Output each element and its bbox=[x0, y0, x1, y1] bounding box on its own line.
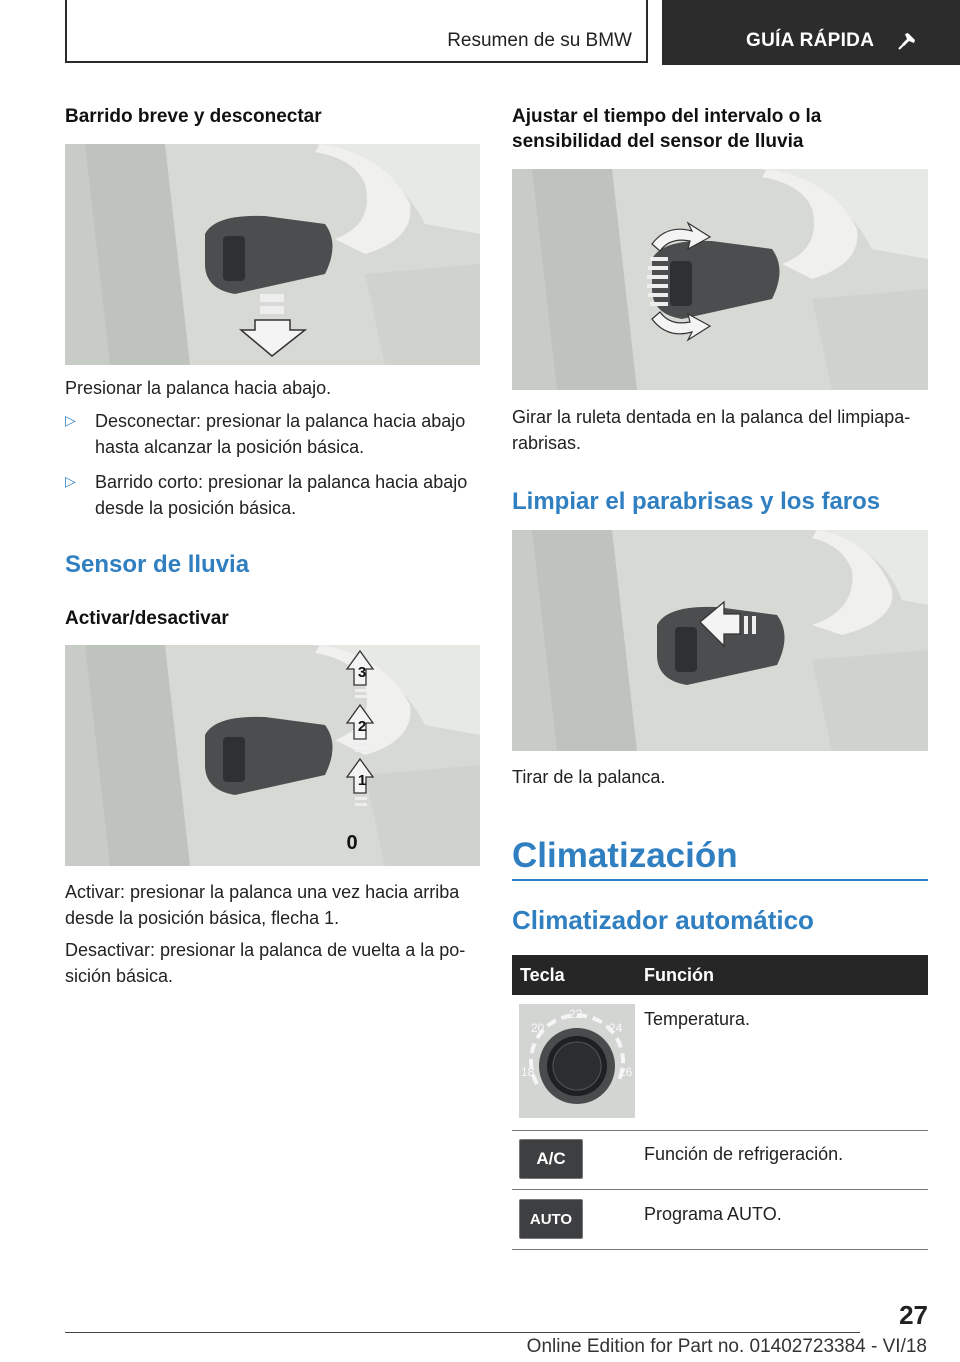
table-divider bbox=[512, 1249, 928, 1250]
figure-wiper-lever-down bbox=[65, 144, 480, 365]
text-line: Girar la ruleta dentada en la palanca del limpiapa‐ bbox=[512, 407, 911, 427]
table-cell-function: Función de refrigeración. bbox=[644, 1144, 844, 1164]
heading-clean-windshield: Limpiar el parabrisas y los faros bbox=[512, 488, 881, 515]
figure-label: 1 bbox=[357, 772, 367, 789]
bullet-list-wipe bbox=[65, 408, 485, 521]
bullet-line: hasta alcanzar la posición básica. bbox=[95, 437, 365, 457]
text-rotate-thumbwheel bbox=[512, 404, 932, 456]
bullet-line: Barrido corto: presionar la palanca hacia abajo bbox=[95, 472, 468, 492]
list-item bbox=[65, 469, 485, 521]
table-divider bbox=[512, 1189, 928, 1190]
text-line: sición básica. bbox=[65, 966, 174, 986]
triangle-bullet-icon: ▷ bbox=[65, 473, 76, 489]
heading-short-wipe: Barrido breve y desconectar bbox=[65, 106, 322, 127]
figure-label: 2 bbox=[357, 718, 367, 735]
heading-activate-deactivate: Activar/desactivar bbox=[65, 608, 229, 629]
header-guide-label: GUÍA RÁPIDA bbox=[746, 30, 875, 51]
footer-edition: Online Edition for Part no. 01402723384 - VI/18 bbox=[526, 1336, 927, 1357]
text-deactivate bbox=[65, 937, 485, 989]
bullet-line: desde la posición básica. bbox=[95, 498, 297, 518]
heading-auto-climate: Climatizador automático bbox=[512, 905, 814, 935]
pin-icon bbox=[896, 28, 920, 52]
figure-label: 0 bbox=[346, 832, 358, 854]
bullet-line: Desconectar: presionar la palanca hacia abajo bbox=[95, 411, 466, 431]
table-divider bbox=[512, 1130, 928, 1131]
column-header-key: Tecla bbox=[520, 965, 565, 985]
text-activate bbox=[65, 879, 485, 931]
column-header-function: Función bbox=[644, 965, 714, 985]
heading-climate: Climatización bbox=[512, 836, 738, 875]
page-number: 27 bbox=[899, 1300, 928, 1330]
heading-line: Ajustar el tiempo del intervalo o la bbox=[512, 106, 822, 127]
table-cell-function: Programa AUTO. bbox=[644, 1204, 782, 1224]
figure-label: 3 bbox=[357, 664, 367, 681]
header-section-label: Resumen de su BMW bbox=[447, 30, 632, 51]
auto-button-image: AUTO bbox=[519, 1199, 583, 1239]
ac-button-image: A/C bbox=[519, 1139, 583, 1179]
text-line: Activar: presionar la palanca una vez hacia arriba bbox=[65, 882, 460, 902]
header-guide-tab bbox=[662, 0, 960, 65]
text-press-lever-down: Presionar la palanca hacia abajo. bbox=[65, 378, 332, 398]
header-section-tab bbox=[65, 0, 648, 63]
dial-label: 26 bbox=[619, 1065, 633, 1079]
table-cell-function: Temperatura. bbox=[644, 1009, 751, 1029]
temperature-dial-image bbox=[519, 1004, 635, 1118]
heading-interval-sensitivity bbox=[512, 104, 932, 154]
footer-divider bbox=[65, 1332, 860, 1333]
triangle-bullet-icon: ▷ bbox=[65, 412, 76, 428]
heading-line: sensibilidad del sensor de lluvia bbox=[512, 131, 804, 152]
figure-thumbwheel bbox=[512, 169, 928, 390]
dial-label: 20 bbox=[531, 1021, 545, 1035]
figure-rain-sensor-lever bbox=[65, 645, 480, 866]
text-line: Desactivar: presionar la palanca de vuelta a la po‐ bbox=[65, 940, 466, 960]
dial-label: 22 bbox=[569, 1007, 583, 1021]
list-item bbox=[65, 408, 485, 460]
text-pull-lever: Tirar de la palanca. bbox=[512, 767, 666, 787]
table-header bbox=[512, 955, 928, 995]
figure-pull-lever bbox=[512, 530, 928, 751]
heading-rain-sensor: Sensor de lluvia bbox=[65, 551, 250, 578]
text-line: desde la posición básica, flecha 1. bbox=[65, 908, 340, 928]
dial-label: 18 bbox=[521, 1065, 535, 1079]
heading-underline bbox=[512, 879, 928, 881]
dial-label: 24 bbox=[609, 1021, 623, 1035]
text-line: rabrisas. bbox=[512, 433, 582, 453]
